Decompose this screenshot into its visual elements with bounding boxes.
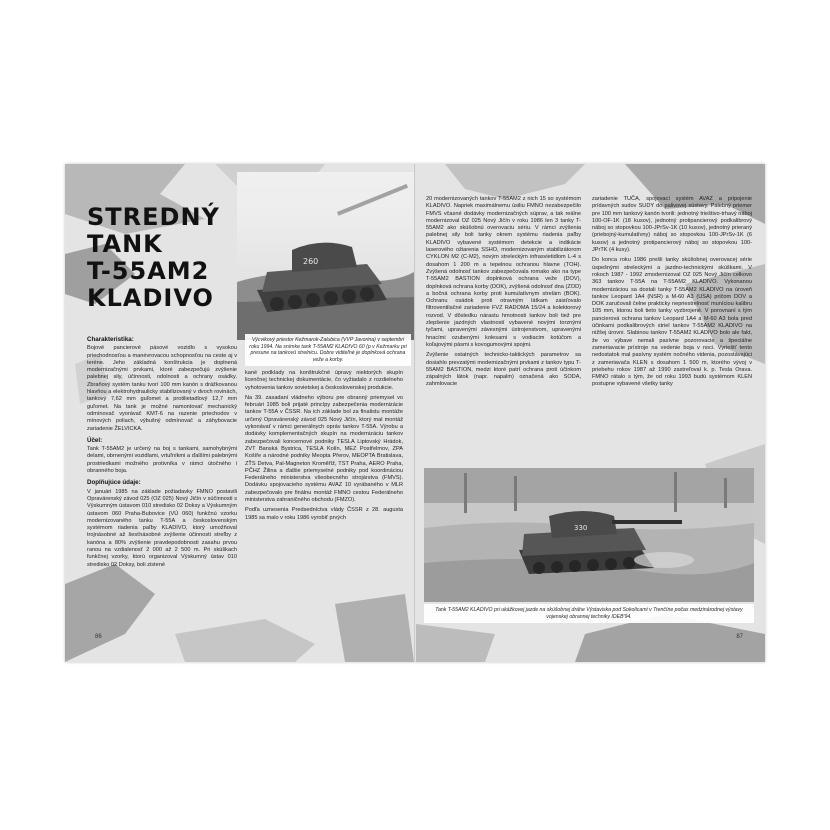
tank-photo-top <box>237 172 414 340</box>
right-text-column-1 <box>426 196 581 392</box>
book-spread <box>65 164 765 662</box>
right-text-column-2 <box>592 196 752 392</box>
middle-text-column <box>245 370 403 525</box>
additional-data-text: V januári 1985 na základe požiadavky FMNO postavili Opravárenský závod 025 (OZ 025) Nový Jičín v súčinnosti s Výskumným ústavom 010 stredisko 02 Doksy a Výskumným ústavom 060 Praha-Bubovice (VÚ 060) funkčnú vzorku modernizovaného tanku T-55A a československým systémom riadenia paľby KLADIVO, ktorý umožňoval trojnásobné až šesťnásobné zvýšenie účinnosti streľby z kanóna a 80% zvýšenie pravdepodobnosti zasahu prvou ranou na vzdialenosť 2 000 až 2 500 m. Pri skúškach funkčnej vzorky, ktorú organizoval Výskumný ústav 010 stredisko 02 Doksy, boli zistené <box>87 488 237 568</box>
heading-characteristics: Charakteristika: <box>87 336 134 343</box>
top-photo-caption: Výcvikový priestor Kežmarok-Zalubica (VVP Javorina) v septembri roku 1994. Na snímke tank T-55AM2 KLADIVO 60 (p v Kežmarku pri presune na tankovú strelnicu. Dobre viditeľné je doplnková ochrana veže a korby. <box>245 334 411 366</box>
svg-text:330: 330 <box>574 524 588 532</box>
tank-photo-bottom <box>424 468 754 602</box>
heading-additional-data: Doplňujúce údaje: <box>87 479 141 487</box>
left-text-column <box>87 332 237 572</box>
title-line-2: TANK <box>87 230 163 258</box>
middle-para-1: kané podklady na konštrukčné úpravy niektorých skupín licenčnej technickej dokumentácie, čo vyžiadalo z rozdielneho vyhotovenia tankov sovietskej a československej produkcie. <box>245 370 403 391</box>
middle-para-2: Na 39. zasadaní vládneho výboru pre obranný priemysel vo februári 1985 boli prijaté princípy zabezpečenia modernizácie tankov T-55A v ČSSR. Na ich základe bol za finalistu montáže určený Opravárenský závod 025 Nový Jičín, ktorý mal montáž vykonávať v rámci generálnych opráv tankov T-55A. Výrobu a dodávky komplementačných skupín na modernizáciu tankov zabezpečovali koncernové podniky TESLA Liptovský Hrádok, ZVT Banská Bystrica, TESLA Kolín, MEZ Postřelmov, ZPA Košíře a národné podniky Meopta Přerov, MEOPTA Bratislava, ZŤS Detva, Pal-Magneton Kroměříž, TST Praha, AERO Praha, PČHZ Žilina a ďalšie priemyselné podniky pod koordináciou Federálneho ministerstva všeobecného strojárstva (FMVS). Dodávku spojovacieho systému AVAZ 10 vyrábaného v MLR zabezpečovalo pre finálnu montáž FMNO cestou Federálneho ministerstva zahraničného obchodu (FMZO). <box>245 394 403 504</box>
heading-purpose: Účel: <box>87 436 103 444</box>
article-title <box>87 204 247 312</box>
right2-para-1: zariadenie TUČA, spojovací systém AVAZ a pripojenie prídavných sudov SUDY do palivovej sústavy. Palebný priemer pre 100 mm tankový kanón tvorili: jednotný trieštivo-trhavý náboj 100-OF-1K (18 kusov), jednotný protipancierový podkalibrový náboj so stopovkou 100-JPrSv-1K (10 kusov), jednotný prieraný (priebojný-kumulatívny) náboj so stopovkou 100-JPrSv-1K (6 kusov) a jednotný protipancierový náboj so stopovkou 100-JPrTK (4 kusy). <box>592 196 752 254</box>
svg-text:260: 260 <box>303 257 319 266</box>
characteristics-text: Bojové pancierové pásové vozidlo s vysokou priechodnosťou a manévrovacou schopnosťou na ceste aj v teréne. Jeho základná konštrukcia je doplnená modernizačnými prvkami, ktoré zabezpečujú zvýšenie palebnej sily, účinnosti, odolnosti a ochrany osádky. Zbraňový systém tanku tvorí 100 mm kanón s drážkovanou hlavňou a elektrohydraulicky stabilizovaný v dvoch rovinách, tankový 7,62 mm guľomet a protilietadlový 12,7 mm guľomet. Na tank je možné namontovať mechanický odmínovač vyorávač KMT-6 na razenie priechodov v mínových poliach, výbušný odmínovač a záhybovacie zariadenie ŽELVICKA. <box>87 345 237 432</box>
right-page <box>416 164 765 662</box>
left-page <box>65 164 414 662</box>
title-line-1: STREDNÝ <box>87 203 220 231</box>
right1-para-1: 20 modernizovaných tankov T-55AM2 z nich 15 so systémom KLADIVO. Napriek maximálnemu úsiliu FMNO nezabezpečilo FMVS včasné dodávky modernizačných súprav, a tak reálne modernizoval OZ 025 Nový Jičín v roku 1986 len 3 tanky T-55AM2 ako skúšobnú overovaciu sériu. V rámci zvýšenia palebnej sily boli tanky okrem systému riadenia paľby KLADIVO vybavené systémom detekcie a indikácie laserového ožiarenia SSHO, modernizovaným stabilizátorom CYKLON M2 (C-M2), novým streleckým infrasvietidlom L-4 s dosahom 1 200 m a tepelnou ochranou hlavne (TOH). Zvýšená odolnosť tankov zabezpečovala romako ako na type T-55AM2 BASTION doplnková ochrana veže (DOV), doplnková ochrana korby (DOK), zvýšená odolnosť dna (ZOD) a bočná ochrana korby proti kumulatívnym strelám (BOK). Ochranu osádok proti otravným látkam zaisťovalo filtroventilačné zariadenie FVZ RADOMA 15/24 a kolektorový rozvod. V dôsledku nárastu hmotnosti tankov boli tiež pre zlepšenie jazdných vlastností vybavené novými torznými tyčami, upravenými závesnými ústrojenstvom, upravenými hnacími ozubenými kolesami s vodiacim kotúčom a koľajovými pásmi s kovogumovými spojmi. <box>426 196 581 348</box>
left-page-number: 86 <box>95 634 102 640</box>
right1-para-2: Zvýšenie ostatných technicko-taktických parametrov sa dosiahlo prevzatými modernizačnými prvkami z tankov typu T-55AM2 BASTION, medzi ktoré patrí ochrana proti účinkom zápalných látok (napr. napalm) označená ako SODA, zahmlovacie <box>426 352 581 388</box>
bottom-photo-caption: Tank T-55AM2 KLADIVO pri ukážkovej jazde na skúšobnej dráhe Výstaviska pod Sokolicami v Trenčíne počas medzinárodnej výstavy vojenskej obrannej techniky IDEB'94. <box>424 604 754 623</box>
middle-para-3: Podľa uznesenia Predsedníctva vlády ČSSR z 28. augusta 1985 sa malo v roku 1986 vyrobiť prvých <box>245 507 403 521</box>
right2-para-2: Do konca roku 1986 prešli tanky skúšobnej overovacej série úspešnými streleckými a jazdno-technickými skúškami. V rokoch 1987 - 1992 zmodernizoval OZ 025 Nový Jičín celkovo 363 tankov T-55A na T-55AM2 KLADIVO. Vykonanou modernizáciou sa dostali tanky T-55AM2 KLADIVO na úroveň tankov Leopard 1A4 (NSR) a M-60 A3 (USA) pričom DOV a DOK zaručovali čelne prakticky nepriestrelnosť muníciou kalibru 105 mm, ktorou boli tieto tanky vyzbrojené. V porovnaní s tým pancierová ochrana tankov Leopard 1A4 a M-60 A3 bola pred účinkami podkalibrových striel tankov T-55AM2 KLADIVO na nižšej úrovni. Slabinou tankov T-55AM2 KLADIVO bolo ale fakt, že vo výbave nemali pasívne pozorovacie a špeciálne zameriavacie prístroje na vedenie boja v noci. Vyriešiť tento nedostatok mal pasívny systém nočného videnia, pozostávajúci z zameriavača KLEN s dosahom 1 500 m, ktorého vývoj v priebehu rokov 1987 až 1990 zastreľoval k. p. Tesla Orava. FMNO rátalo s tým, že od roku 1993 budú systémom KLEN postupne vybavené všetky tanky <box>592 257 752 388</box>
title-line-4: KLADIVO <box>87 284 214 312</box>
title-line-3: T-55AM2 <box>87 257 210 285</box>
purpose-text: Tank T-55AM2 je určený na boj s tankami, samohybnými delami, obrnenými vozidlami, vrtuľníkmi a ďalšími palebnými prostriedkami možného protivníka v rámci útočného i obranného boja. <box>87 446 237 475</box>
right-page-number: 87 <box>736 634 743 640</box>
